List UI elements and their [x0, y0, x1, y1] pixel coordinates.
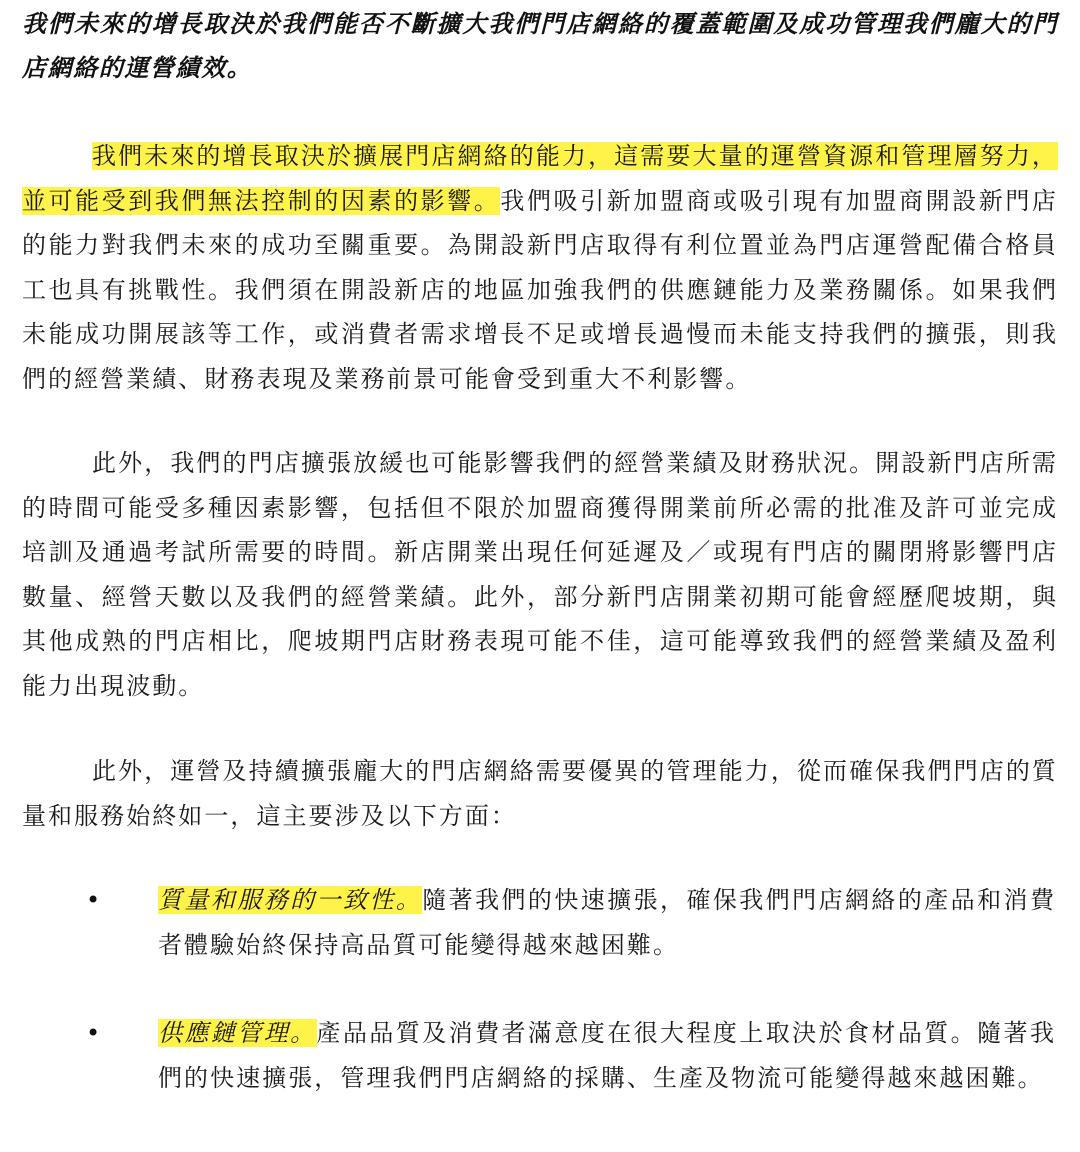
bullet-text: [158, 1011, 1056, 1100]
bullet-marker: •: [86, 886, 101, 914]
paragraph-expansion-slowdown: 此外，我們的門店擴張放緩也可能影響我們的經營業績及財務狀況。開設新門店所需的時間可能受多種因素影響，包括但不限於加盟商獲得開業前所必需的批准及許可並完成培訓及通過考試所需要的時間。新店開業出現任何延遲及／或現有門店的關閉將影響門店數量、經營天數以及我們的經營業績。此外，部分新門店開業初期可能會經歷爬坡期，與其他成熟的門店相比，爬坡期門店財務表現可能不佳，這可能導致我們的經營業績及盈利能力出現波動。: [22, 449, 1058, 700]
section-heading: 我們未來的增長取決於我們能否不斷擴大我們門店網絡的覆蓋範圍及成功管理我們龐大的門店網絡的運營績效。: [22, 10, 1058, 82]
bullet-body: 隨著我們的快速擴張，確保我們門店網絡的產品和消費者體驗始終保持高品質可能變得越來越困難。: [158, 886, 1057, 959]
bullet-title-highlighted: 供應鏈管理。: [158, 1019, 317, 1047]
paragraph-growth-expansion: [22, 134, 1058, 401]
bullet-text: [158, 878, 1056, 967]
paragraph-body: 我們吸引新加盟商或吸引現有加盟商開設新門店的能力對我們未來的成功至關重要。為開設新門店取得有利位置並為門店運營配備合格員工也具有挑戰性。我們須在開設新店的地區加強我們的供應鏈能力及業務關係。如果我們未能成功開展該等工作，或消費者需求增長不足或增長過慢而未能支持我們的擴張，則我們的經營業績、財務表現及業務前景可能會受到重大不利影響。: [22, 186, 1058, 393]
bullet-title-highlighted: 質量和服務的一致性。: [158, 886, 423, 914]
bullet-body: 產品品質及消費者滿意度在很大程度上取決於食材品質。隨著我們的快速擴張，管理我們門店網絡的採購、生產及物流可能變得越來越困難。: [158, 1019, 1056, 1092]
paragraph-management-capability: 此外，運營及持續擴張龐大的門店網絡需要優異的管理能力，從而確保我們門店的質量和服務始終如一，這主要涉及以下方面：: [22, 757, 1058, 830]
bullet-marker: •: [86, 1019, 101, 1047]
highlighted-sentence: 我們未來的增長取決於擴展門店網絡的能力，這需要大量的運營資源和管理層努力，並可能受到我們無法控制的因素的影響。: [22, 142, 1058, 215]
